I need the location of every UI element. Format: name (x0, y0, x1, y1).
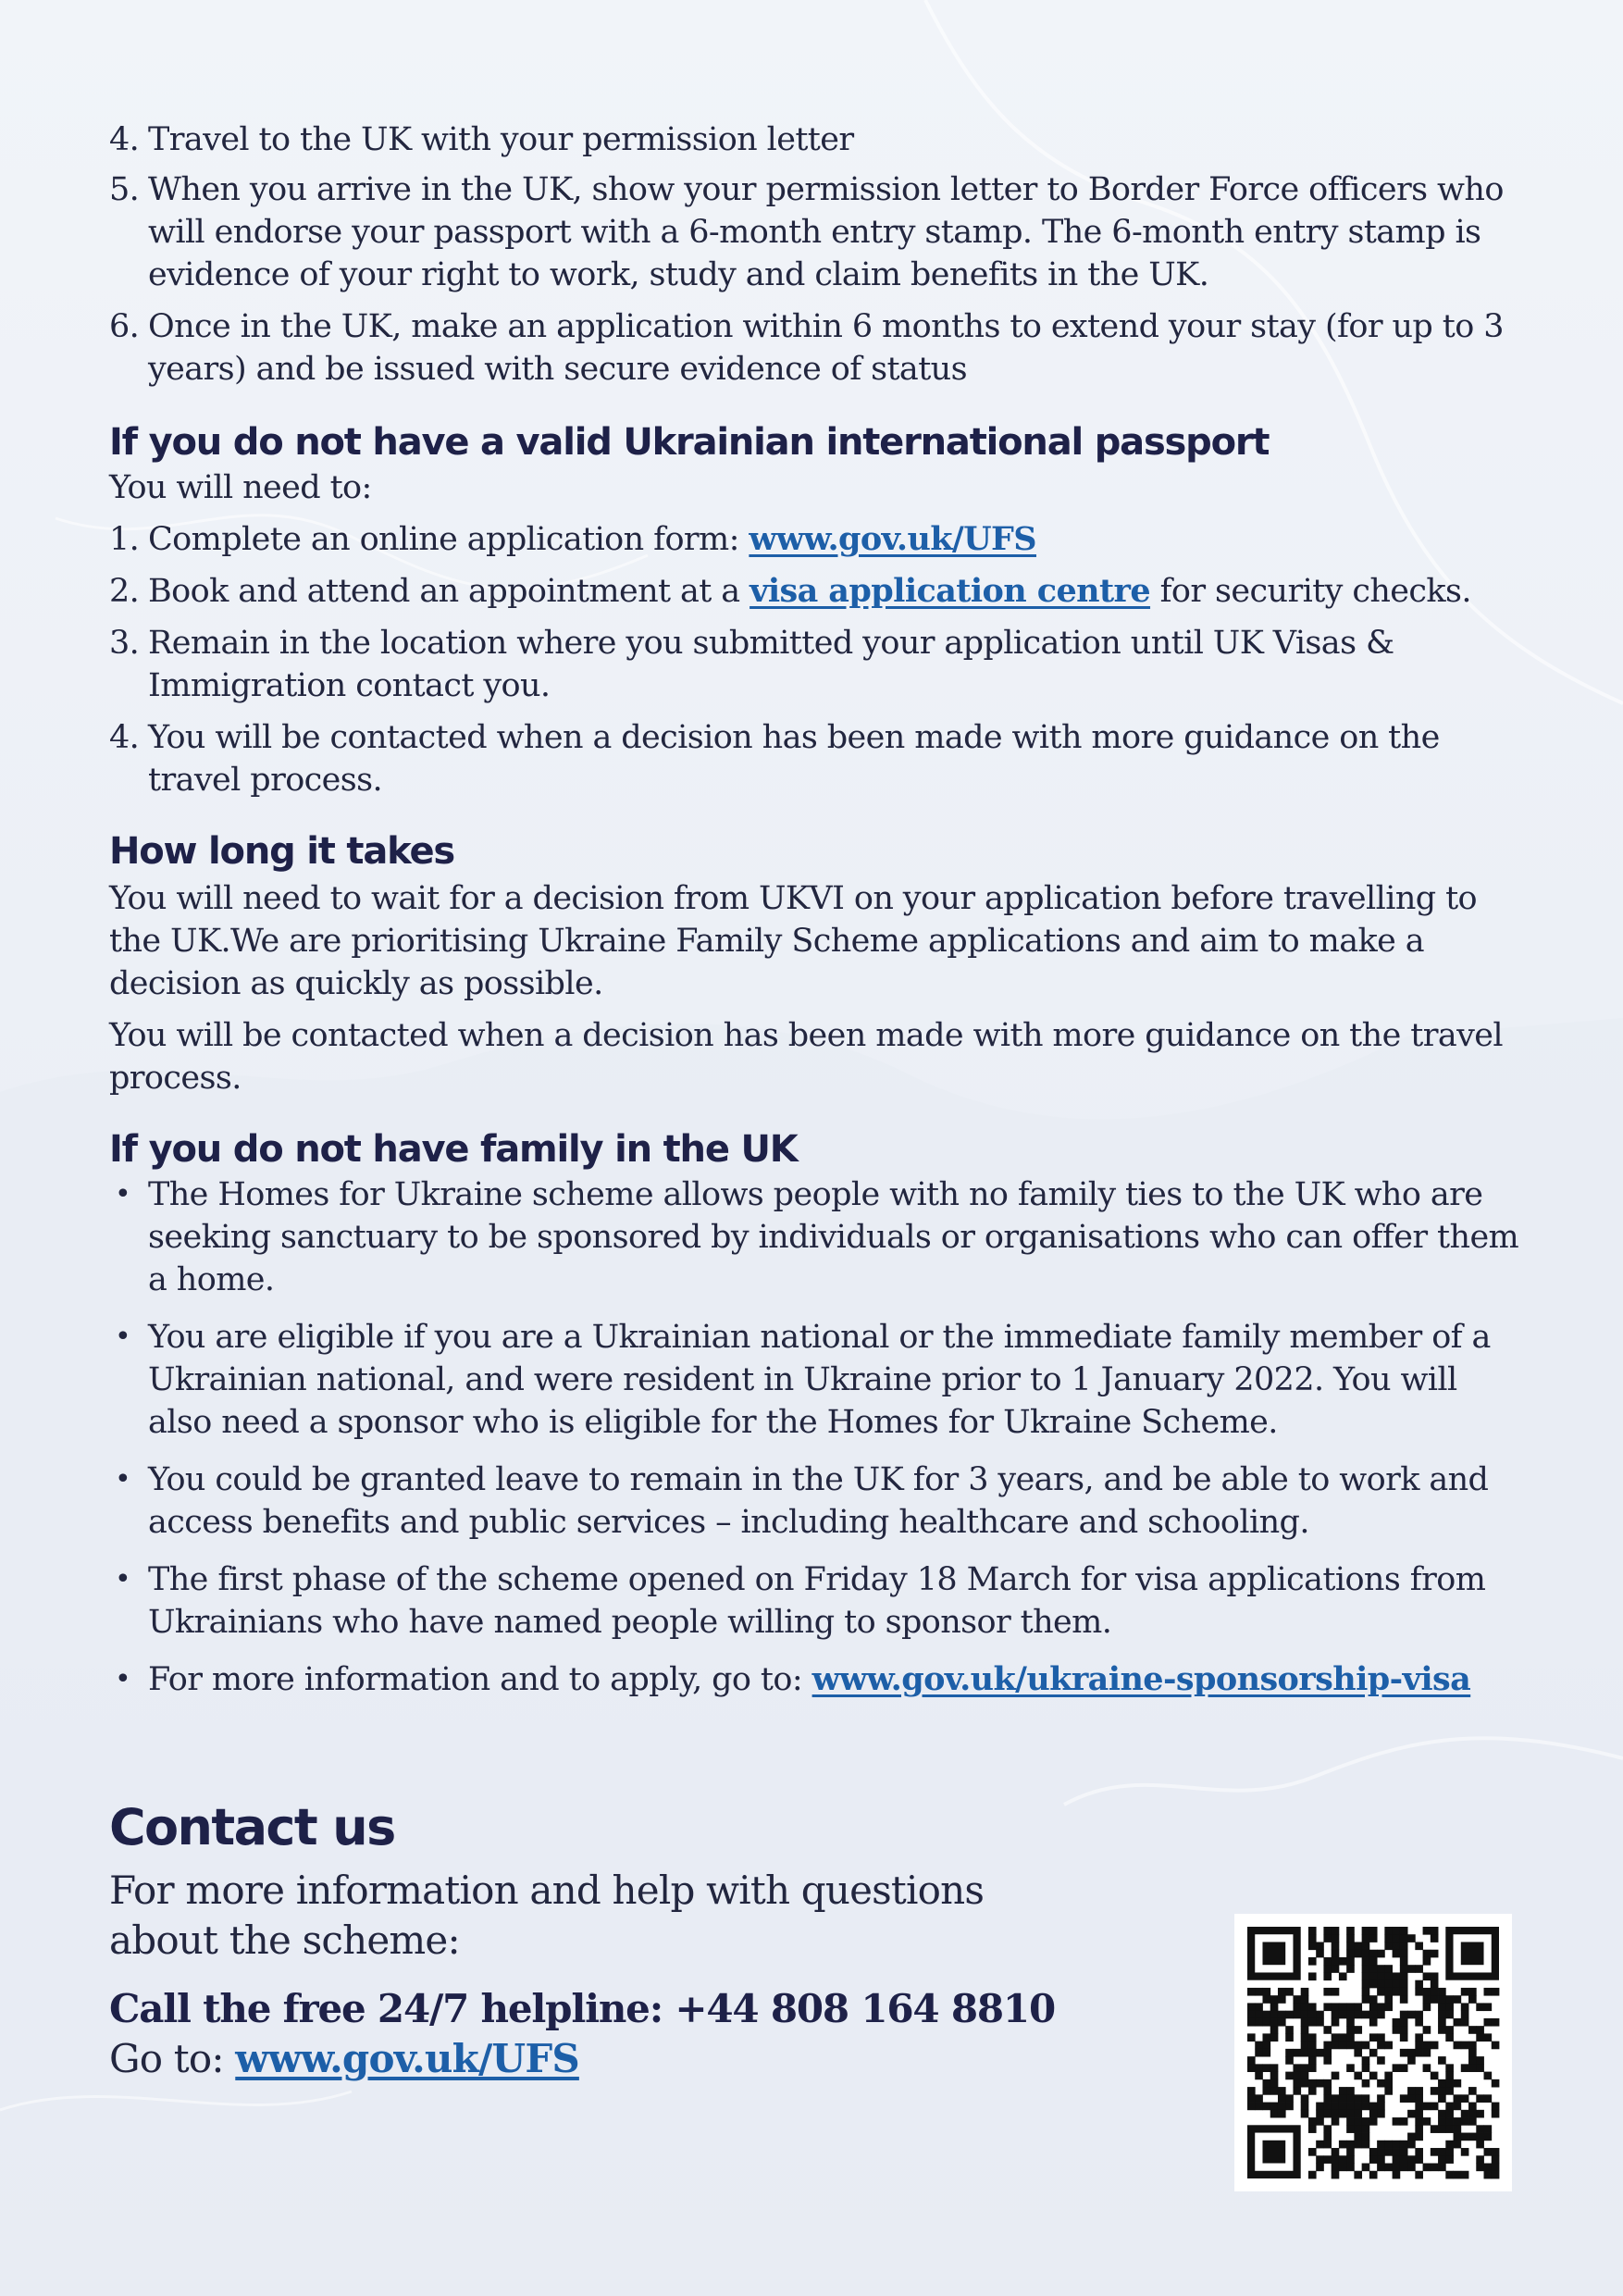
qr-code (1234, 1914, 1512, 2191)
bullet-text: The first phase of the scheme opened on Friday 18 March for visa applications from Ukrainians who have named people willing to sponsor them. (148, 1561, 1486, 1641)
contact-goto (109, 2034, 1090, 2084)
bullet-text: The Homes for Ukraine scheme allows people with no family ties to the UK who are seeking sanctuary to be sponsored by individuals or organisations who can offer them a home. (148, 1176, 1519, 1298)
document-page (109, 118, 1525, 2084)
how-long-paragraph-2: You will be contacted when a decision has been made with more guidance on the travel process. (109, 1017, 1503, 1097)
how-long-paragraph-1: You will need to wait for a decision from UKVI on your application before travelling to the UK.We are prioritising Ukraine Family Scheme applications and aim to make a decision as quickly as possible. (109, 880, 1478, 1002)
how-long-heading: How long it takes (109, 830, 454, 873)
contact-text: For more information and help with questions about the scheme: (109, 1868, 985, 1963)
step-number: 1. (109, 521, 140, 558)
steps-continued-list (109, 118, 1525, 391)
list-item (109, 622, 1525, 707)
list-item (109, 518, 1525, 561)
step-text: Complete an online application form: (148, 521, 750, 558)
sponsorship-visa-link[interactable]: www.gov.uk/ukraine-sponsorship-visa (812, 1660, 1471, 1698)
step-number: 5. (109, 171, 140, 208)
step-text: Remain in the location where you submitted your application until UK Visas & Immigration contact you. (148, 625, 1394, 704)
no-family-bullets (109, 1173, 1525, 1701)
list-item (109, 168, 1525, 296)
list-item (109, 118, 1525, 161)
step-number: 2. (109, 573, 140, 610)
step-number: 6. (109, 308, 140, 345)
no-family-heading: If you do not have family in the UK (109, 1128, 798, 1171)
bullet-glyph: • (115, 1463, 131, 1496)
no-passport-intro: You will need to: (109, 469, 372, 506)
bullet-glyph: • (115, 1321, 131, 1353)
step-number: 4. (109, 719, 140, 756)
step-text: You will be contacted when a decision has been made with more guidance on the travel process. (148, 719, 1440, 799)
ufs-link[interactable]: www.gov.uk/UFS (749, 520, 1036, 558)
step-text: Travel to the UK with your permission letter (148, 121, 854, 158)
no-passport-steps (109, 518, 1525, 801)
contact-title: Contact us (109, 1798, 395, 1856)
contact-section (109, 1797, 1090, 2084)
bullet-text: For more information and to apply, go to: (148, 1661, 812, 1698)
list-item (109, 1316, 1525, 1444)
step-text: Once in the UK, make an application within 6 months to extend your stay (for up to 3 years) and be issued with secure evidence of status (148, 308, 1504, 388)
bullet-glyph: • (115, 1663, 131, 1695)
step-number: 3. (109, 625, 140, 662)
step-text: Book and attend an appointment at a (148, 573, 750, 610)
bullet-glyph: • (115, 1563, 131, 1595)
step-text-after: for security checks. (1150, 573, 1471, 610)
list-item (109, 716, 1525, 801)
list-item (109, 305, 1525, 391)
list-item (109, 1658, 1525, 1701)
qr-code-graphic (1234, 1914, 1512, 2191)
list-item (109, 1173, 1525, 1301)
list-item (109, 1558, 1525, 1644)
bullet-text: You could be granted leave to remain in the UK for 3 years, and be able to work and access benefits and public services – including healthcare and schooling. (148, 1461, 1489, 1541)
contact-ufs-link[interactable]: www.gov.uk/UFS (235, 2036, 579, 2081)
goto-label: Go to: (109, 2036, 236, 2081)
step-number: 4. (109, 121, 140, 158)
step-text: When you arrive in the UK, show your permission letter to Border Force officers who will endorse your passport with a 6-month entry stamp. The 6-month entry stamp is evidence of your right to work, study and claim benefits in the UK. (148, 171, 1504, 293)
bullet-glyph: • (115, 1178, 131, 1210)
list-item (109, 1458, 1525, 1544)
helpline: Call the free 24/7 helpline: +44 808 164 8810 (109, 1986, 1055, 2031)
no-passport-heading: If you do not have a valid Ukrainian international passport (109, 421, 1270, 464)
visa-application-centre-link[interactable]: visa application centre (750, 572, 1151, 610)
list-item (109, 570, 1525, 613)
bullet-text: You are eligible if you are a Ukrainian national or the immediate family member of a Ukrainian national, and were resident in Ukraine prior to 1 January 2022. You will also need a sponsor who is eligible for the Homes for Ukraine Scheme. (148, 1319, 1491, 1441)
